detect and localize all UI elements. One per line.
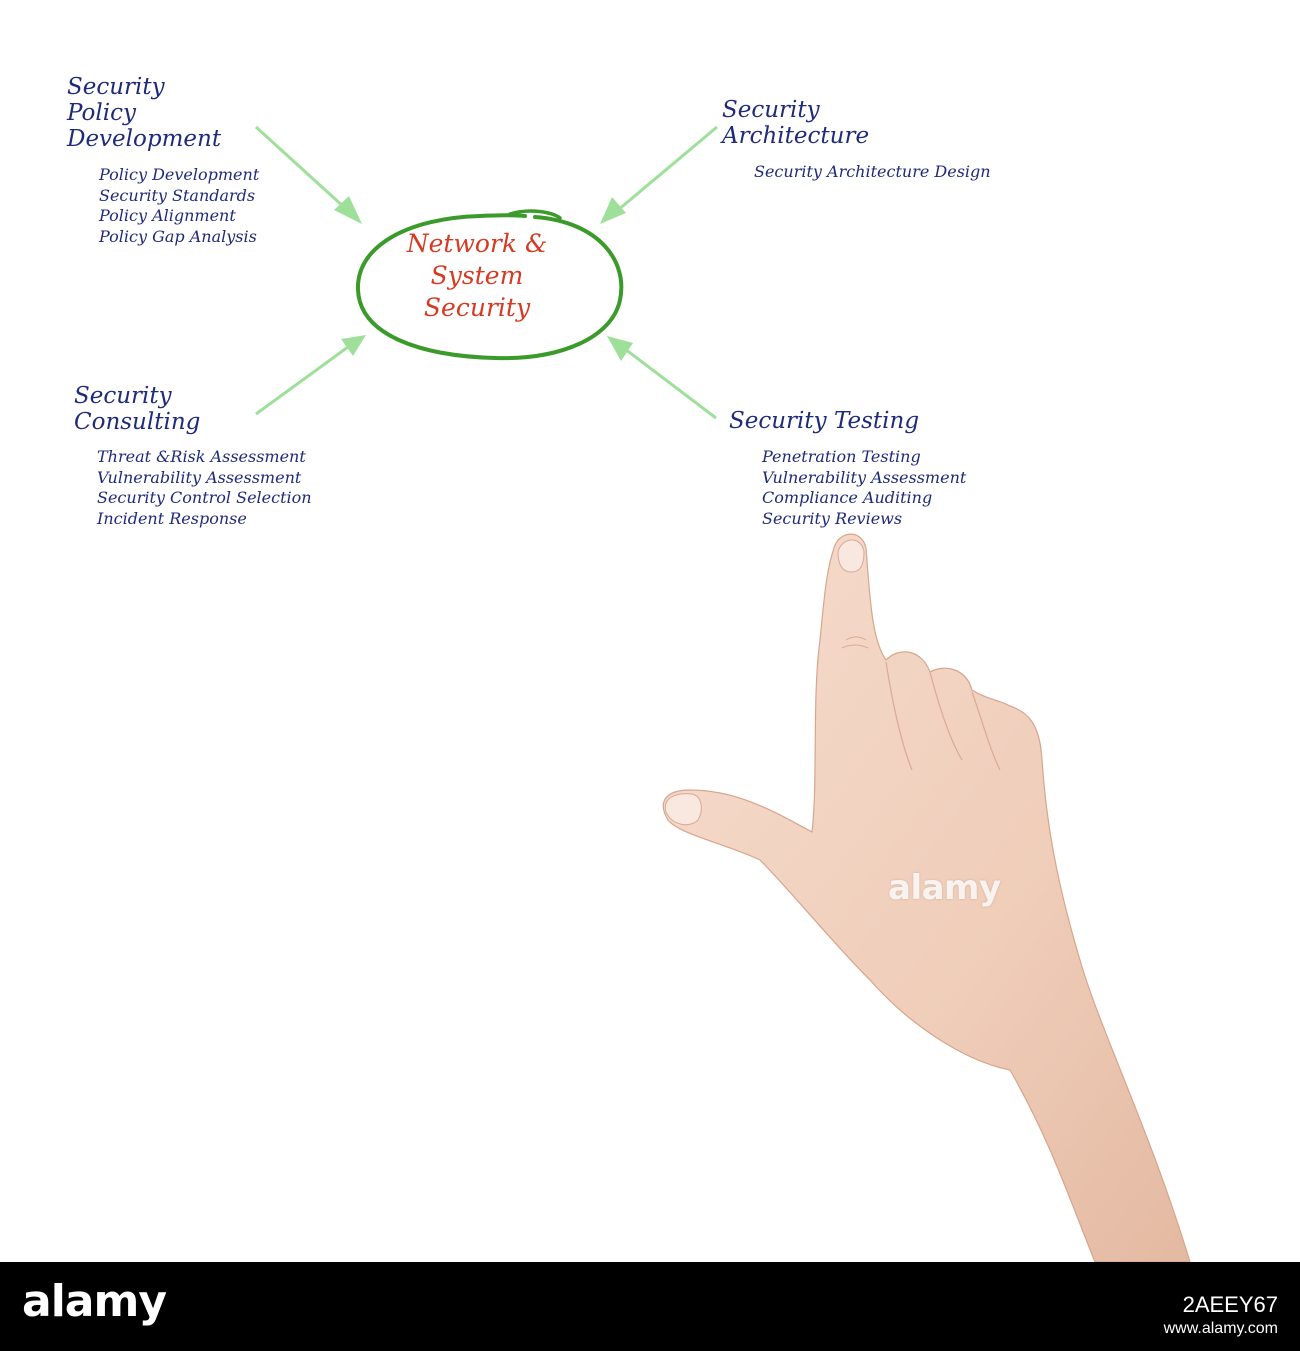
consulting-item: Security Control Selection [97, 488, 312, 507]
policy-item: Policy Development [99, 165, 260, 184]
footer-bar [0, 1262, 1300, 1351]
architecture-heading-line: Architecture [722, 123, 870, 149]
footer-url: www.alamy.com [1163, 1320, 1278, 1337]
architecture-heading-line: Security [722, 97, 820, 123]
testing-item: Penetration Testing [762, 447, 921, 466]
policy-item: Policy Alignment [99, 206, 236, 225]
policy-heading-line: Development [67, 126, 222, 152]
consulting-item: Incident Response [97, 508, 247, 528]
policy-heading-line: Security [67, 74, 165, 100]
center-title [372, 228, 582, 324]
testing-item: Security Reviews [762, 508, 903, 528]
center-title-line: System [430, 261, 524, 290]
center-title-line: Network & [406, 229, 548, 258]
policy-item: Security Standards [99, 185, 256, 205]
architecture-item: Security Architecture Design [754, 162, 991, 181]
consulting-item: Threat &Risk Assessment [97, 447, 306, 466]
footer-logo: alamy [22, 1276, 166, 1327]
consulting-heading-line: Security [74, 383, 172, 409]
consulting-heading-line: Consulting [74, 409, 201, 435]
arrow-architecture [600, 127, 717, 224]
testing-item: Compliance Auditing [762, 488, 933, 507]
watermark: alamy [888, 868, 1001, 908]
footer-image-id: 2AEEY67 [1182, 1292, 1278, 1317]
policy-heading-line: Policy [67, 100, 136, 126]
arrow-policy [256, 127, 362, 224]
testing-heading-line: Security Testing [729, 408, 920, 434]
arrow-consulting [256, 335, 366, 414]
arrow-testing [607, 336, 716, 418]
consulting-item: Vulnerability Assessment [97, 467, 302, 487]
testing-item: Vulnerability Assessment [762, 467, 967, 487]
center-title-line: Security [423, 293, 531, 322]
policy-item: Policy Gap Analysis [99, 226, 257, 246]
